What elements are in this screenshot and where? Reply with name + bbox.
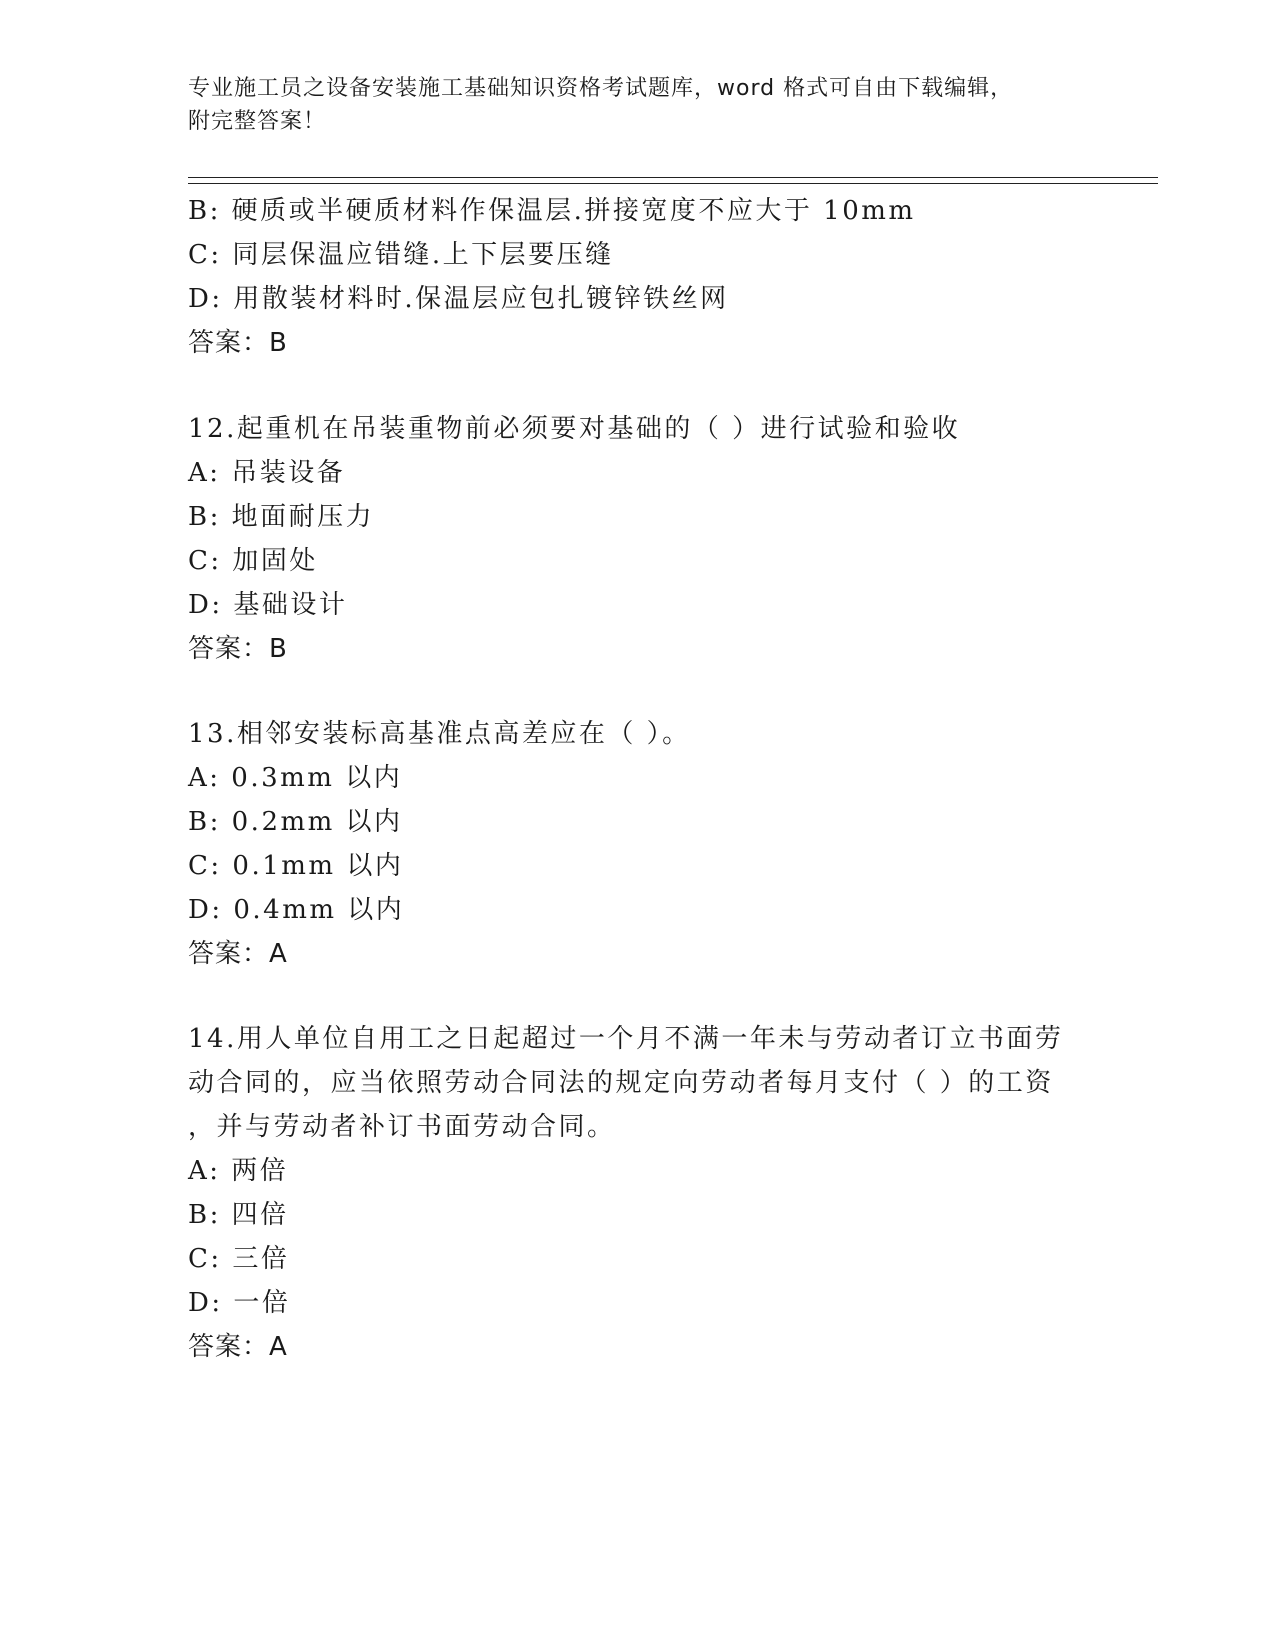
q14-stem-line-3: ，并与劳动者补订书面劳动合同。 xyxy=(188,1112,616,1142)
q14-option-a: A: 两倍 xyxy=(188,1156,289,1186)
q12-answer: 答案：B xyxy=(188,634,288,664)
q14-option-d: D: 一倍 xyxy=(188,1288,291,1318)
q11-option-c: C: 同层保温应错缝.上下层要压缝 xyxy=(188,240,614,270)
q11-option-b: B: 硬质或半硬质材料作保温层.拼接宽度不应大于 10mm xyxy=(188,196,916,226)
q13-option-d: D: 0.4mm 以内 xyxy=(188,895,405,925)
q12-option-c: C: 加固处 xyxy=(188,546,318,576)
q14-option-b: B: 四倍 xyxy=(188,1200,289,1230)
q13-stem: 13.相邻安装标高基准点高差应在（ ）。 xyxy=(188,719,691,749)
q12-stem: 12.起重机在吊装重物前必须要对基础的（ ）进行试验和验收 xyxy=(188,414,961,444)
q13-option-a: A: 0.3mm 以内 xyxy=(188,763,403,793)
header-divider-bottom xyxy=(188,183,1158,184)
q14-answer: 答案：A xyxy=(188,1332,288,1362)
q14-stem-line-2: 动合同的，应当依照劳动合同法的规定向劳动者每月支付（ ）的工资 xyxy=(188,1068,1054,1098)
header-line-1: 专业施工员之设备安装施工基础知识资格考试题库，word 格式可自由下载编辑， xyxy=(188,76,1014,101)
q11-answer: 答案：B xyxy=(188,328,288,358)
header-divider-top xyxy=(188,177,1158,178)
q14-stem-line-1: 14.用人单位自用工之日起超过一个月不满一年未与劳动者订立书面劳 xyxy=(188,1024,1064,1054)
q13-option-b: B: 0.2mm 以内 xyxy=(188,807,403,837)
q12-option-a: A: 吊装设备 xyxy=(188,458,346,488)
q13-option-c: C: 0.1mm 以内 xyxy=(188,851,404,881)
q13-answer: 答案：A xyxy=(188,939,288,969)
q11-option-d: D: 用散装材料时.保温层应包扎镀锌铁丝网 xyxy=(188,284,729,314)
q12-option-b: B: 地面耐压力 xyxy=(188,502,375,532)
header-line-2: 附完整答案！ xyxy=(188,109,327,134)
q14-option-c: C: 三倍 xyxy=(188,1244,290,1274)
document-header xyxy=(188,72,1088,138)
q12-option-d: D: 基础设计 xyxy=(188,590,348,620)
